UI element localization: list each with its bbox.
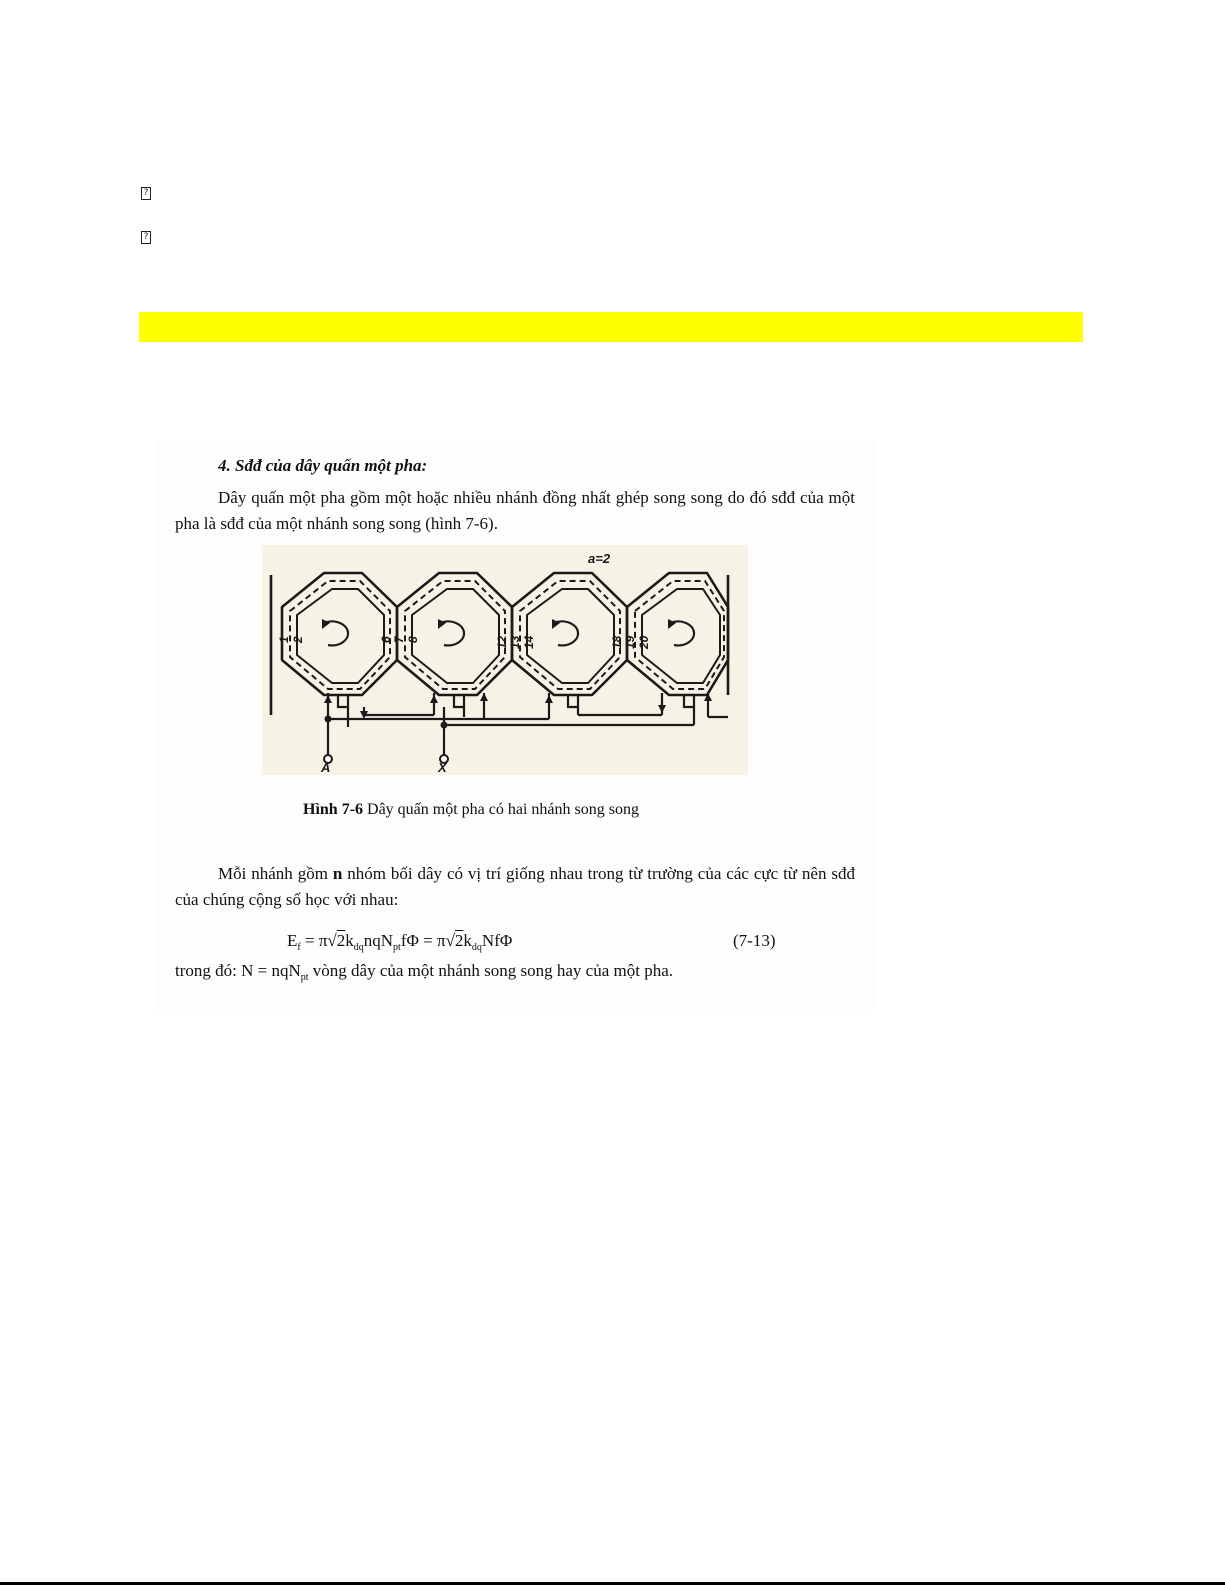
coil-2 (397, 573, 512, 695)
formula-k: k (345, 931, 354, 950)
formula-k2-sub: dq (471, 942, 482, 953)
slot-6: 6 (379, 636, 393, 643)
caption-label: Hình 7-6 (303, 801, 364, 818)
where-sub: pt (300, 972, 309, 983)
coil-1 (282, 573, 397, 695)
paragraph-2 (175, 861, 855, 913)
formula-number: (7-13) (733, 931, 776, 950)
slot-12: 12 (495, 635, 509, 649)
formula-mid1: nqN (363, 931, 394, 950)
slot-14: 14 (522, 635, 536, 649)
winding-diagram (262, 545, 748, 775)
formula-7-13: $E_f = \pi√2k_{dq}nqN_{pt}f\Phi = \pi√2k_{dq}Nf\Phi$ (287, 931, 513, 953)
terminal-a-label: A (321, 760, 331, 775)
slot-8: 8 (406, 636, 420, 643)
formula-k-sub: dq (353, 942, 364, 953)
formula-root2: 2 (454, 931, 464, 950)
yellow-highlight-bar (139, 312, 1083, 342)
slot-1: 1 (277, 636, 291, 643)
winding-diagram-figure (262, 545, 748, 775)
formula-k2: k (463, 931, 472, 950)
paragraph-2-text-b: nhóm bối dây có vị trí giống nhau trong từ trường của các cực từ nên sđđ của chúng cộng số học với nhau: (175, 864, 855, 909)
paragraph-1 (175, 485, 855, 537)
paragraph-2-text-a: Mỗi nhánh gồm (218, 864, 333, 883)
slot-20: 20 (637, 635, 651, 649)
slot-13: 13 (508, 635, 522, 649)
figure-caption (303, 801, 639, 819)
formula-lhs: E (287, 931, 298, 950)
formula-pt-sub: pt (393, 942, 401, 953)
terminal-x-label: X (438, 760, 447, 775)
bullet-placeholder-1: ? (141, 187, 151, 200)
slot-2: 2 (291, 636, 305, 643)
bullet-placeholder-2: ? (141, 231, 151, 244)
slot-7: 7 (392, 636, 406, 643)
formula-lhs-sub: f (297, 942, 301, 953)
where-after: vòng dây của một nhánh song song hay của một pha. (308, 961, 674, 980)
annotation-a2: a=2 (588, 551, 611, 566)
formula-eq1: = π (300, 931, 328, 950)
coil-3 (512, 573, 627, 695)
slot-19: 19 (623, 635, 637, 649)
where-before: trong đó: N = nqN (175, 961, 301, 980)
formula-end: NfΦ (481, 931, 513, 950)
paragraph-2-bold: n (332, 864, 343, 883)
formula-mid2: fΦ = π (400, 931, 446, 950)
paragraph-1-text: Dây quấn một pha gồm một hoặc nhiều nhánh đồng nhất ghép song song do đó sđđ của một pha là sđđ của một nhánh song song (hình 7-6). (175, 488, 855, 533)
caption-text: Dây quấn một pha có hai nhánh song song (367, 801, 639, 818)
formula-root: 2 (336, 931, 346, 950)
where-clause (175, 961, 673, 983)
slot-18: 18 (610, 635, 624, 649)
section-heading: 4. Sđđ của dây quấn một pha: (218, 456, 428, 475)
